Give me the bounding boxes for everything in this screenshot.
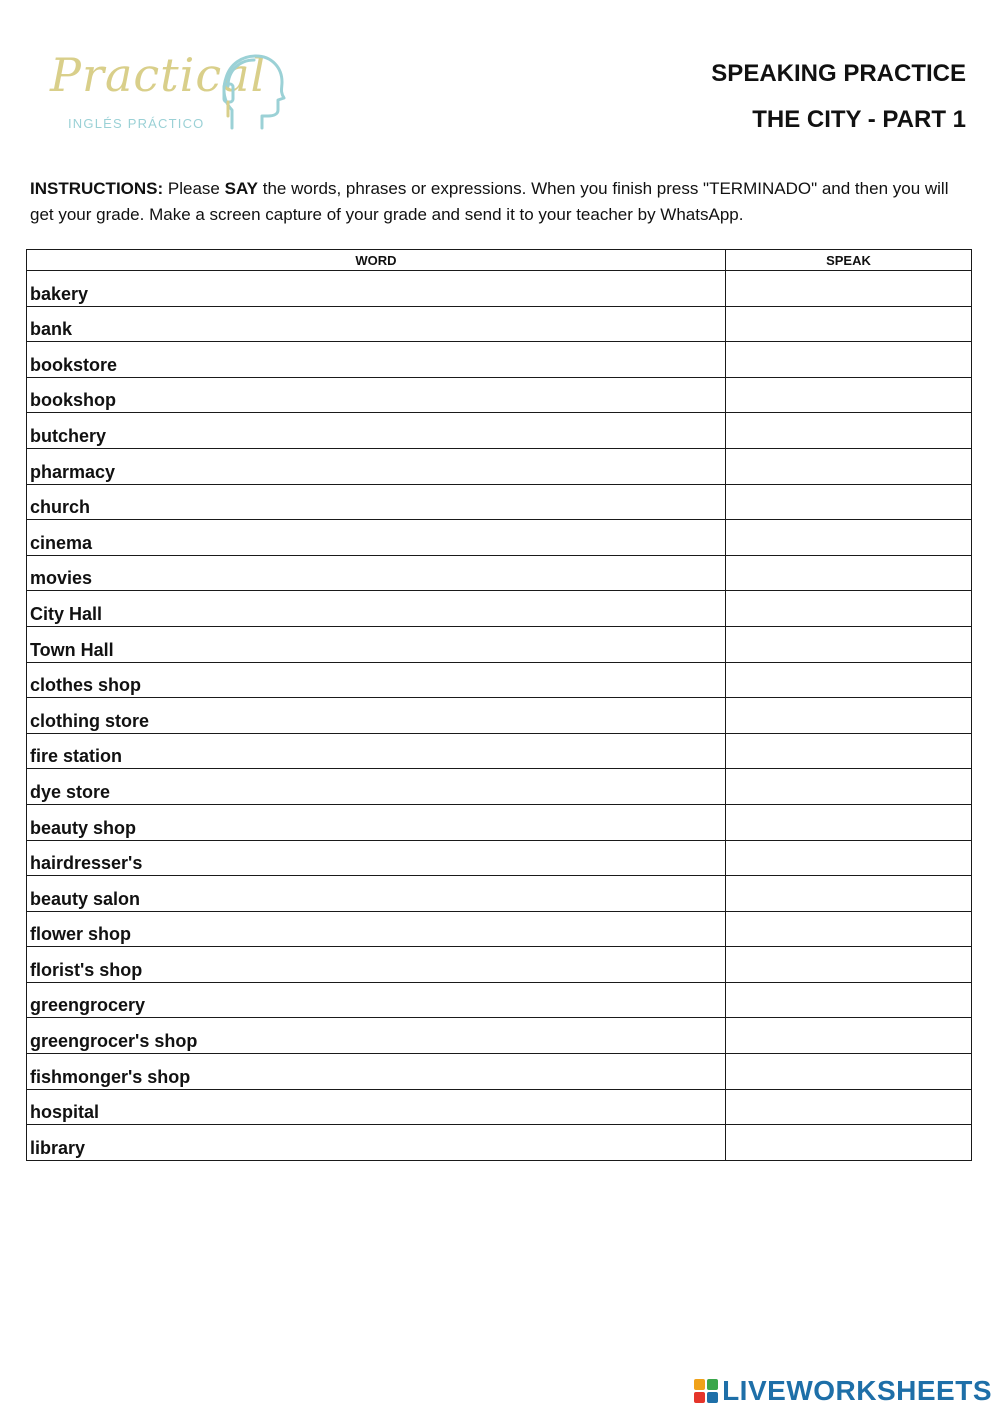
table-row (27, 947, 972, 983)
speak-cell[interactable] (726, 733, 972, 769)
table-row (27, 1054, 972, 1090)
speak-cell[interactable] (726, 911, 972, 947)
speak-cell[interactable] (726, 698, 972, 734)
table-row (27, 982, 972, 1018)
speak-cell[interactable] (726, 662, 972, 698)
table-row (27, 377, 972, 413)
table-row (27, 804, 972, 840)
speak-cell[interactable] (726, 804, 972, 840)
speak-cell[interactable] (726, 484, 972, 520)
speak-cell[interactable] (726, 271, 972, 307)
logo-wordmark: Practical (50, 48, 267, 102)
speak-cell[interactable] (726, 840, 972, 876)
word-cell: library (27, 1125, 726, 1161)
word-cell: beauty shop (27, 804, 726, 840)
table-row (27, 520, 972, 556)
word-cell: fire station (27, 733, 726, 769)
word-cell: greengrocer's shop (27, 1018, 726, 1054)
column-header-word: WORD (27, 250, 726, 271)
speaking-table (26, 249, 972, 1161)
word-cell: florist's shop (27, 947, 726, 983)
speak-cell[interactable] (726, 1125, 972, 1161)
practical-logo (40, 48, 290, 136)
word-cell: bakery (27, 271, 726, 307)
speak-cell[interactable] (726, 591, 972, 627)
instructions-text-after: the words, phrases or expressions. When you finish press "TERMINADO" and then you will get your grade. Make a screen capture of your grade and send it to your teacher by WhatsApp. (30, 179, 949, 224)
word-cell: church (27, 484, 726, 520)
table-row (27, 840, 972, 876)
word-cell: dye store (27, 769, 726, 805)
speak-cell[interactable] (726, 377, 972, 413)
word-cell: hospital (27, 1089, 726, 1125)
speak-cell[interactable] (726, 448, 972, 484)
table-row (27, 769, 972, 805)
word-cell: fishmonger's shop (27, 1054, 726, 1090)
word-cell: cinema (27, 520, 726, 556)
word-cell: clothes shop (27, 662, 726, 698)
word-cell: Town Hall (27, 626, 726, 662)
column-header-speak: SPEAK (726, 250, 972, 271)
table-row (27, 413, 972, 449)
head-headphones-icon (218, 50, 288, 134)
word-cell: beauty salon (27, 876, 726, 912)
speak-cell[interactable] (726, 876, 972, 912)
table-row (27, 911, 972, 947)
word-cell: pharmacy (27, 448, 726, 484)
page-title: SPEAKING PRACTICE (711, 60, 966, 87)
speak-cell[interactable] (726, 626, 972, 662)
table-row (27, 342, 972, 378)
table-row (27, 1089, 972, 1125)
table-row (27, 733, 972, 769)
word-cell: hairdresser's (27, 840, 726, 876)
word-cell: butchery (27, 413, 726, 449)
table-header-row (27, 250, 972, 271)
table-row (27, 698, 972, 734)
liveworksheets-brand (694, 1373, 992, 1409)
table-row (27, 271, 972, 307)
word-cell: flower shop (27, 911, 726, 947)
speak-cell[interactable] (726, 769, 972, 805)
table-row (27, 1018, 972, 1054)
word-cell: bookshop (27, 377, 726, 413)
instructions-label: INSTRUCTIONS: (30, 179, 164, 198)
word-cell: greengrocery (27, 982, 726, 1018)
speak-cell[interactable] (726, 413, 972, 449)
table-row (27, 306, 972, 342)
liveworksheets-wordmark: LIVEWORKSHEETS (722, 1375, 992, 1406)
word-cell: clothing store (27, 698, 726, 734)
instructions-say: SAY (224, 179, 259, 198)
speak-cell[interactable] (726, 1054, 972, 1090)
speak-cell[interactable] (726, 555, 972, 591)
word-cell: bank (27, 306, 726, 342)
speak-cell[interactable] (726, 1089, 972, 1125)
instructions (30, 176, 970, 228)
table-row (27, 448, 972, 484)
table-row (27, 662, 972, 698)
table-row (27, 484, 972, 520)
speak-cell[interactable] (726, 947, 972, 983)
table-row (27, 876, 972, 912)
speak-cell[interactable] (726, 342, 972, 378)
instructions-text-before: Please (163, 179, 225, 198)
word-cell: bookstore (27, 342, 726, 378)
speak-cell[interactable] (726, 520, 972, 556)
logo-subtitle: INGLÉS PRÁCTICO (68, 116, 205, 131)
table-row (27, 555, 972, 591)
word-cell: City Hall (27, 591, 726, 627)
page-subtitle: THE CITY - PART 1 (752, 106, 966, 133)
word-cell: movies (27, 555, 726, 591)
speak-cell[interactable] (726, 1018, 972, 1054)
speak-cell[interactable] (726, 306, 972, 342)
liveworksheets-logo-icon (694, 1379, 718, 1403)
table-row (27, 1125, 972, 1161)
table-row (27, 591, 972, 627)
speak-cell[interactable] (726, 982, 972, 1018)
table-row (27, 626, 972, 662)
